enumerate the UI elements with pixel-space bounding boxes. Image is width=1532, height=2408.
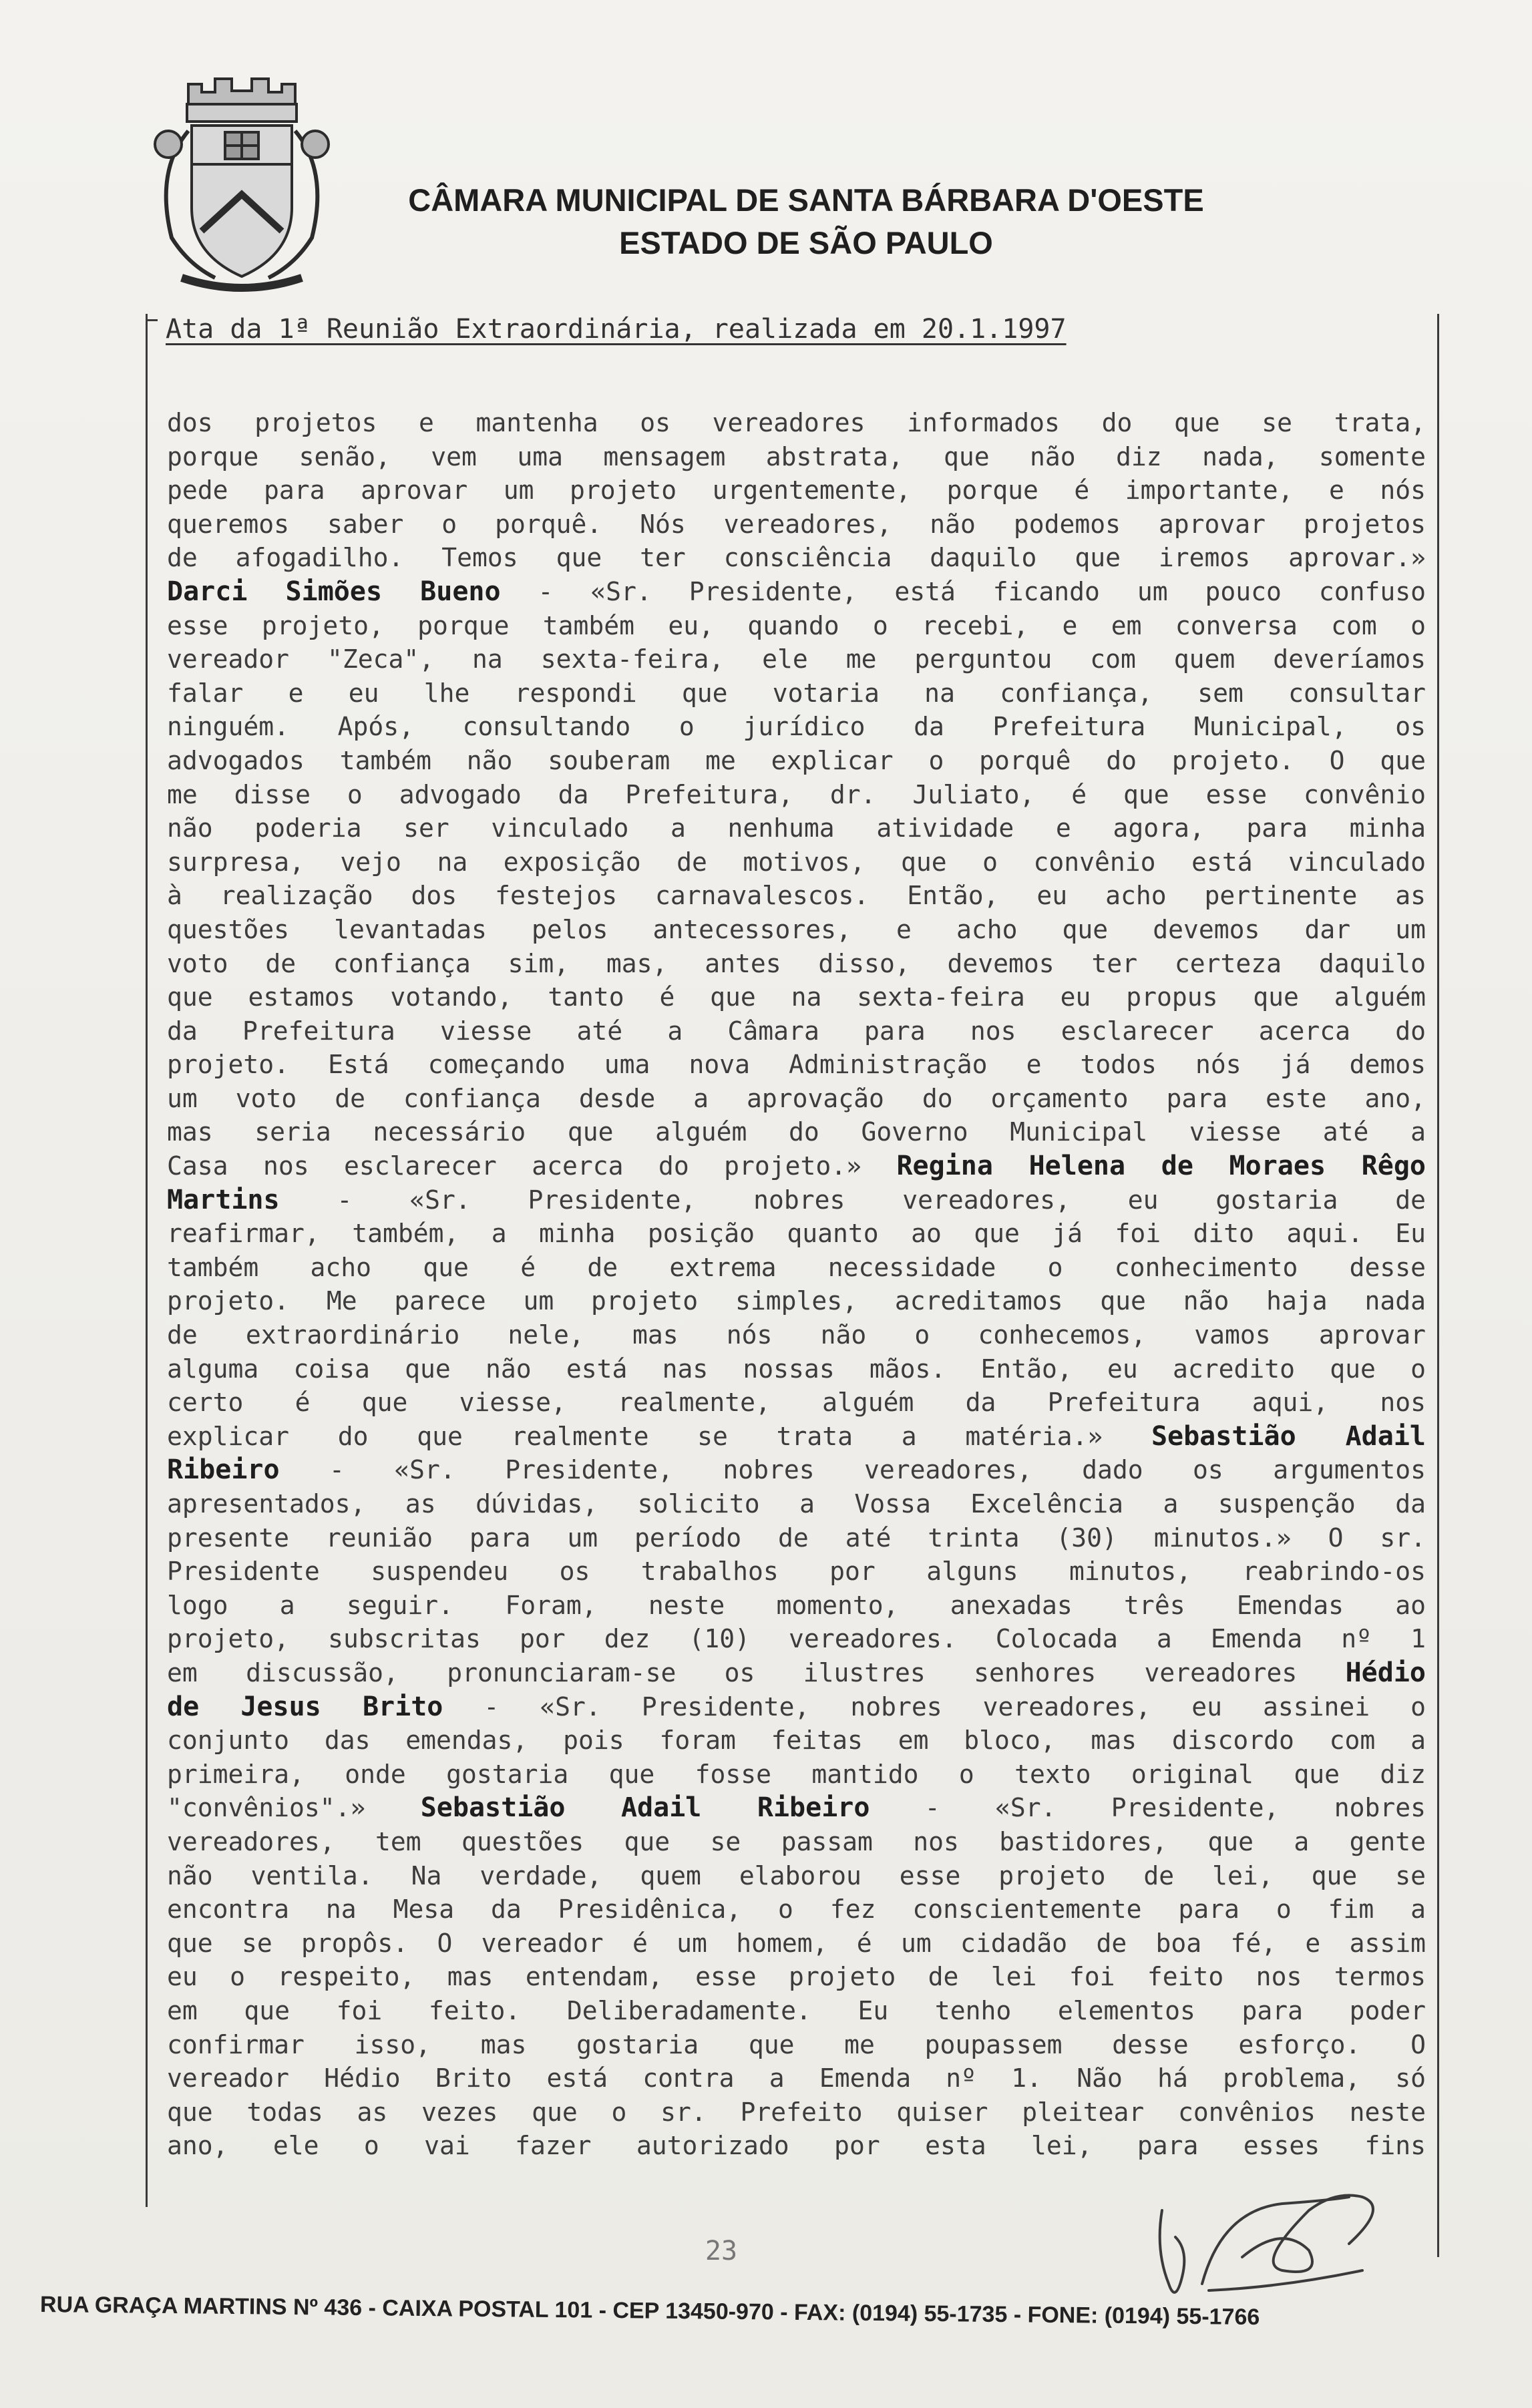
- body-line: explicar do que realmente se trata a matéria.» Sebastião Adail: [167, 1420, 1426, 1452]
- body-line: apresentados, as dúvidas, solicito a Vossa Excelência a suspenção da: [167, 1489, 1426, 1519]
- body-line: certo é que viesse, realmente, alguém da Prefeitura aqui, nos: [167, 1388, 1426, 1418]
- body-line: projeto. Está começando uma nova Administração e todos nós já demos: [167, 1050, 1426, 1080]
- body-line: Darci Simões Bueno - «Sr. Presidente, está ficando um pouco confuso: [167, 576, 1426, 607]
- speaker-name: de Jesus Brito: [167, 1691, 443, 1722]
- body-line: dos projetos e mantenha os vereadores informados do que se trata,: [167, 408, 1426, 437]
- body-line: que estamos votando, tanto é que na sexta-feira eu propus que alguém: [167, 982, 1426, 1012]
- body-line: logo a seguir. Foram, neste momento, anexadas três Emendas ao: [167, 1590, 1426, 1620]
- body-line: Martins - «Sr. Presidente, nobres vereadores, eu gostaria de: [167, 1184, 1426, 1215]
- body-line: presente reunião para um período de até trinta (30) minutos.» O sr.: [167, 1523, 1426, 1553]
- body-line: reafirmar, também, a minha posição quanto ao que já foi dito aqui. Eu: [167, 1219, 1426, 1249]
- body-line: surpresa, vejo na exposição de motivos, que o convênio está vinculado: [167, 847, 1426, 877]
- body-line: ninguém. Após, consultando o jurídico da Prefeitura Municipal, os: [167, 712, 1426, 742]
- body-line: falar e eu lhe respondi que votaria na confiança, sem consultar: [167, 678, 1426, 708]
- body-line: confirmar isso, mas gostaria que me poupassem desse esforço. O: [167, 2029, 1426, 2059]
- speaker-name: Sebastião Adail: [1151, 1420, 1426, 1452]
- left-margin-rule: [146, 314, 148, 2207]
- body-line: em que foi feito. Deliberadamente. Eu tenho elementos para poder: [167, 1995, 1426, 2025]
- body-line: de afogadilho. Temos que ter consciência daquilo que iremos aprovar.»: [167, 543, 1426, 573]
- chamber-name: CÂMARA MUNICIPAL DE SANTA BÁRBARA D'OESTE: [408, 182, 1204, 218]
- address-footer: RUA GRAÇA MARTINS Nº 436 - CAIXA POSTAL 101 - CEP 13450-970 - FAX: (0194) 55-1735 - FONE: (0194) 55-1766: [39, 2292, 1260, 2331]
- body-line: conjunto das emendas, pois foram feitas em bloco, mas discordo com a: [167, 1726, 1426, 1756]
- body-line: à realização dos festejos carnavalescos. Então, eu acho pertinente as: [167, 881, 1426, 911]
- body-line: Casa nos esclarecer acerca do projeto.» Regina Helena de Moraes Rêgo: [167, 1151, 1426, 1182]
- body-line: não poderia ser vinculado a nenhuma atividade e agora, para minha: [167, 813, 1426, 843]
- body-line: eu o respeito, mas entendam, esse projeto de lei foi feito nos termos: [167, 1962, 1426, 1992]
- body-line: vereador Hédio Brito está contra a Emenda nº 1. Não há problema, só: [167, 2063, 1426, 2093]
- body-line: esse projeto, porque também eu, quando o recebi, e em conversa com o: [167, 610, 1426, 640]
- speaker-name: Darci Simões Bueno: [167, 576, 501, 607]
- state-name: ESTADO DE SÃO PAULO: [619, 225, 993, 260]
- body-line: de extraordinário nele, mas nós não o conhecemos, vamos aprovar: [167, 1320, 1426, 1350]
- minutes-body: [167, 406, 1426, 2163]
- body-line: voto de confiança sim, mas, antes disso, devemos ter certeza daquilo: [167, 948, 1426, 978]
- body-line: vereadores, tem questões que se passam nos bastidores, que a gente: [167, 1826, 1426, 1856]
- body-line: ano, ele o vai fazer autorizado por esta lei, para esses fins: [167, 2131, 1426, 2161]
- body-line: que todas as vezes que o sr. Prefeito quiser pleitear convênios neste: [167, 2097, 1426, 2127]
- body-line: encontra na Mesa da Presidênica, o fez conscientemente para o fim a: [167, 1894, 1426, 1925]
- title-tick: [146, 319, 158, 321]
- body-line: de Jesus Brito - «Sr. Presidente, nobres vereadores, eu assinei o: [167, 1691, 1426, 1722]
- speaker-name: Martins: [167, 1184, 280, 1215]
- body-line: que se propôs. O vereador é um homem, é um cidadão de boa fé, e assim: [167, 1928, 1426, 1958]
- body-line: alguma coisa que não está nas nossas mãos. Então, eu acredito que o: [167, 1354, 1426, 1384]
- body-line: mas seria necessário que alguém do Governo Municipal viesse até a: [167, 1117, 1426, 1147]
- body-line: da Prefeitura viesse até a Câmara para nos esclarecer acerca do: [167, 1016, 1426, 1046]
- body-line: não ventila. Na verdade, quem elaborou esse projeto de lei, que se: [167, 1860, 1426, 1890]
- body-line: queremos saber o porquê. Nós vereadores, não podemos aprovar projetos: [167, 509, 1426, 539]
- body-line: primeira, onde gostaria que fosse mantido o texto original que diz: [167, 1759, 1426, 1789]
- speaker-name: Sebastião Adail Ribeiro: [420, 1792, 870, 1824]
- body-line: projeto, subscritas por dez (10) vereadores. Colocada a Emenda nº 1: [167, 1624, 1426, 1654]
- right-margin-rule: [1437, 314, 1439, 2257]
- body-line: me disse o advogado da Prefeitura, dr. Juliato, é que esse convênio: [167, 779, 1426, 809]
- body-line: projeto. Me parece um projeto simples, acreditamos que não haja nada: [167, 1286, 1426, 1316]
- body-line: pede para aprovar um projeto urgentemente, porque é importante, e nós: [167, 475, 1426, 506]
- body-line: Presidente suspendeu os trabalhos por alguns minutos, reabrindo-os: [167, 1557, 1426, 1587]
- body-line: advogados também não souberam me explicar o porquê do projeto. O que: [167, 745, 1426, 775]
- speaker-name: Hédio: [1345, 1657, 1426, 1688]
- body-line: em discussão, pronunciaram-se os ilustres senhores vereadores Hédio: [167, 1657, 1426, 1688]
- body-line: um voto de confiança desde a aprovação do orçamento para este ano,: [167, 1083, 1426, 1113]
- speaker-name: Ribeiro: [167, 1454, 280, 1486]
- speaker-name: Regina Helena de Moraes Rêgo: [896, 1151, 1426, 1182]
- minutes-title: Ata da 1ª Reunião Extraordinária, realizada em 20.1.1997: [166, 314, 1067, 345]
- body-line: também acho que é de extrema necessidade o conhecimento desse: [167, 1252, 1426, 1282]
- handwritten-signature: [1109, 2170, 1416, 2317]
- body-line: "convênios".» Sebastião Adail Ribeiro - «Sr. Presidente, nobres: [167, 1792, 1426, 1824]
- body-line: porque senão, vem uma mensagem abstrata, que não diz nada, somente: [167, 441, 1426, 471]
- body-line: questões levantadas pelos antecessores, e acho que devemos dar um: [167, 914, 1426, 944]
- body-line: Ribeiro - «Sr. Presidente, nobres vereadores, dado os argumentos: [167, 1454, 1426, 1486]
- body-line: vereador "Zeca", na sexta-feira, ele me perguntou com quem deveríamos: [167, 644, 1426, 674]
- page-number: 23: [705, 2236, 738, 2266]
